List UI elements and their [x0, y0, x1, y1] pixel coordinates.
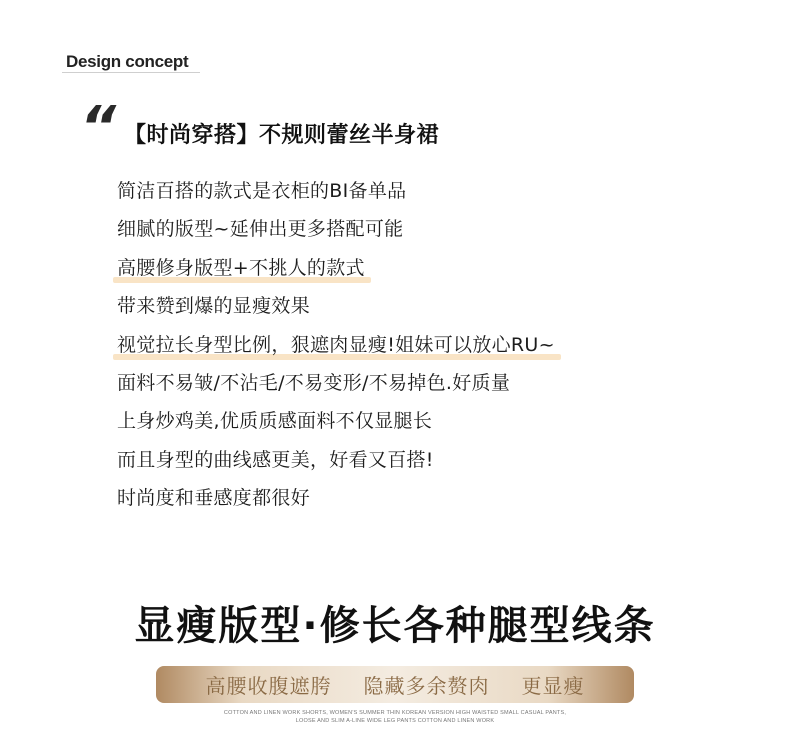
feature-line: 高腰修身版型+不挑人的款式	[117, 253, 555, 291]
section-label-underline	[62, 72, 200, 73]
feature-line: 细腻的版型~延伸出更多搭配可能	[117, 218, 404, 241]
feature-line: 而且身型的曲线感更美，好看又百搭!	[117, 448, 434, 471]
feature-line: 带来赞到爆的显瘦效果	[117, 295, 311, 318]
banner-title: 显瘦版型·修长各种腿型线条	[134, 603, 656, 649]
feature-pill	[156, 666, 634, 703]
fine-print-line: COTTON AND LINEN WORK SHORTS, WOMEN'S SUMMER THIN KOREAN VERSION HIGH WAISTED SMALL CASUAL PANTS,	[223, 710, 567, 716]
feature-line: 上身炒鸡美,优质质感面料不仅显腿长	[117, 410, 433, 433]
feature-line: 视觉拉长身型比例，狠遮肉显瘦!姐妹可以放心RU~	[117, 330, 555, 368]
fine-print-line: LOOSE AND SLIM A-LINE WIDE LEG PANTS COTTON AND LINEN WORK	[295, 718, 495, 724]
quote-mark-icon: “	[80, 95, 111, 160]
feature-line: 面料不易皱/不沾毛/不易变形/不易掉色.好质量	[117, 371, 511, 394]
feature-line: 时尚度和垂感度都很好	[117, 487, 311, 510]
pill-item: 更显瘦	[521, 674, 585, 698]
feature-line: 简洁百搭的款式是衣柜的BI备单品	[117, 180, 407, 202]
feature-list	[117, 176, 555, 522]
pill-item: 隐藏多余赘肉	[363, 674, 490, 698]
pill-item: 高腰收腹遮胯	[205, 674, 332, 698]
section-label: Design concept	[66, 52, 189, 71]
product-heading: 【时尚穿搭】不规则蕾丝半身裙	[124, 123, 440, 148]
